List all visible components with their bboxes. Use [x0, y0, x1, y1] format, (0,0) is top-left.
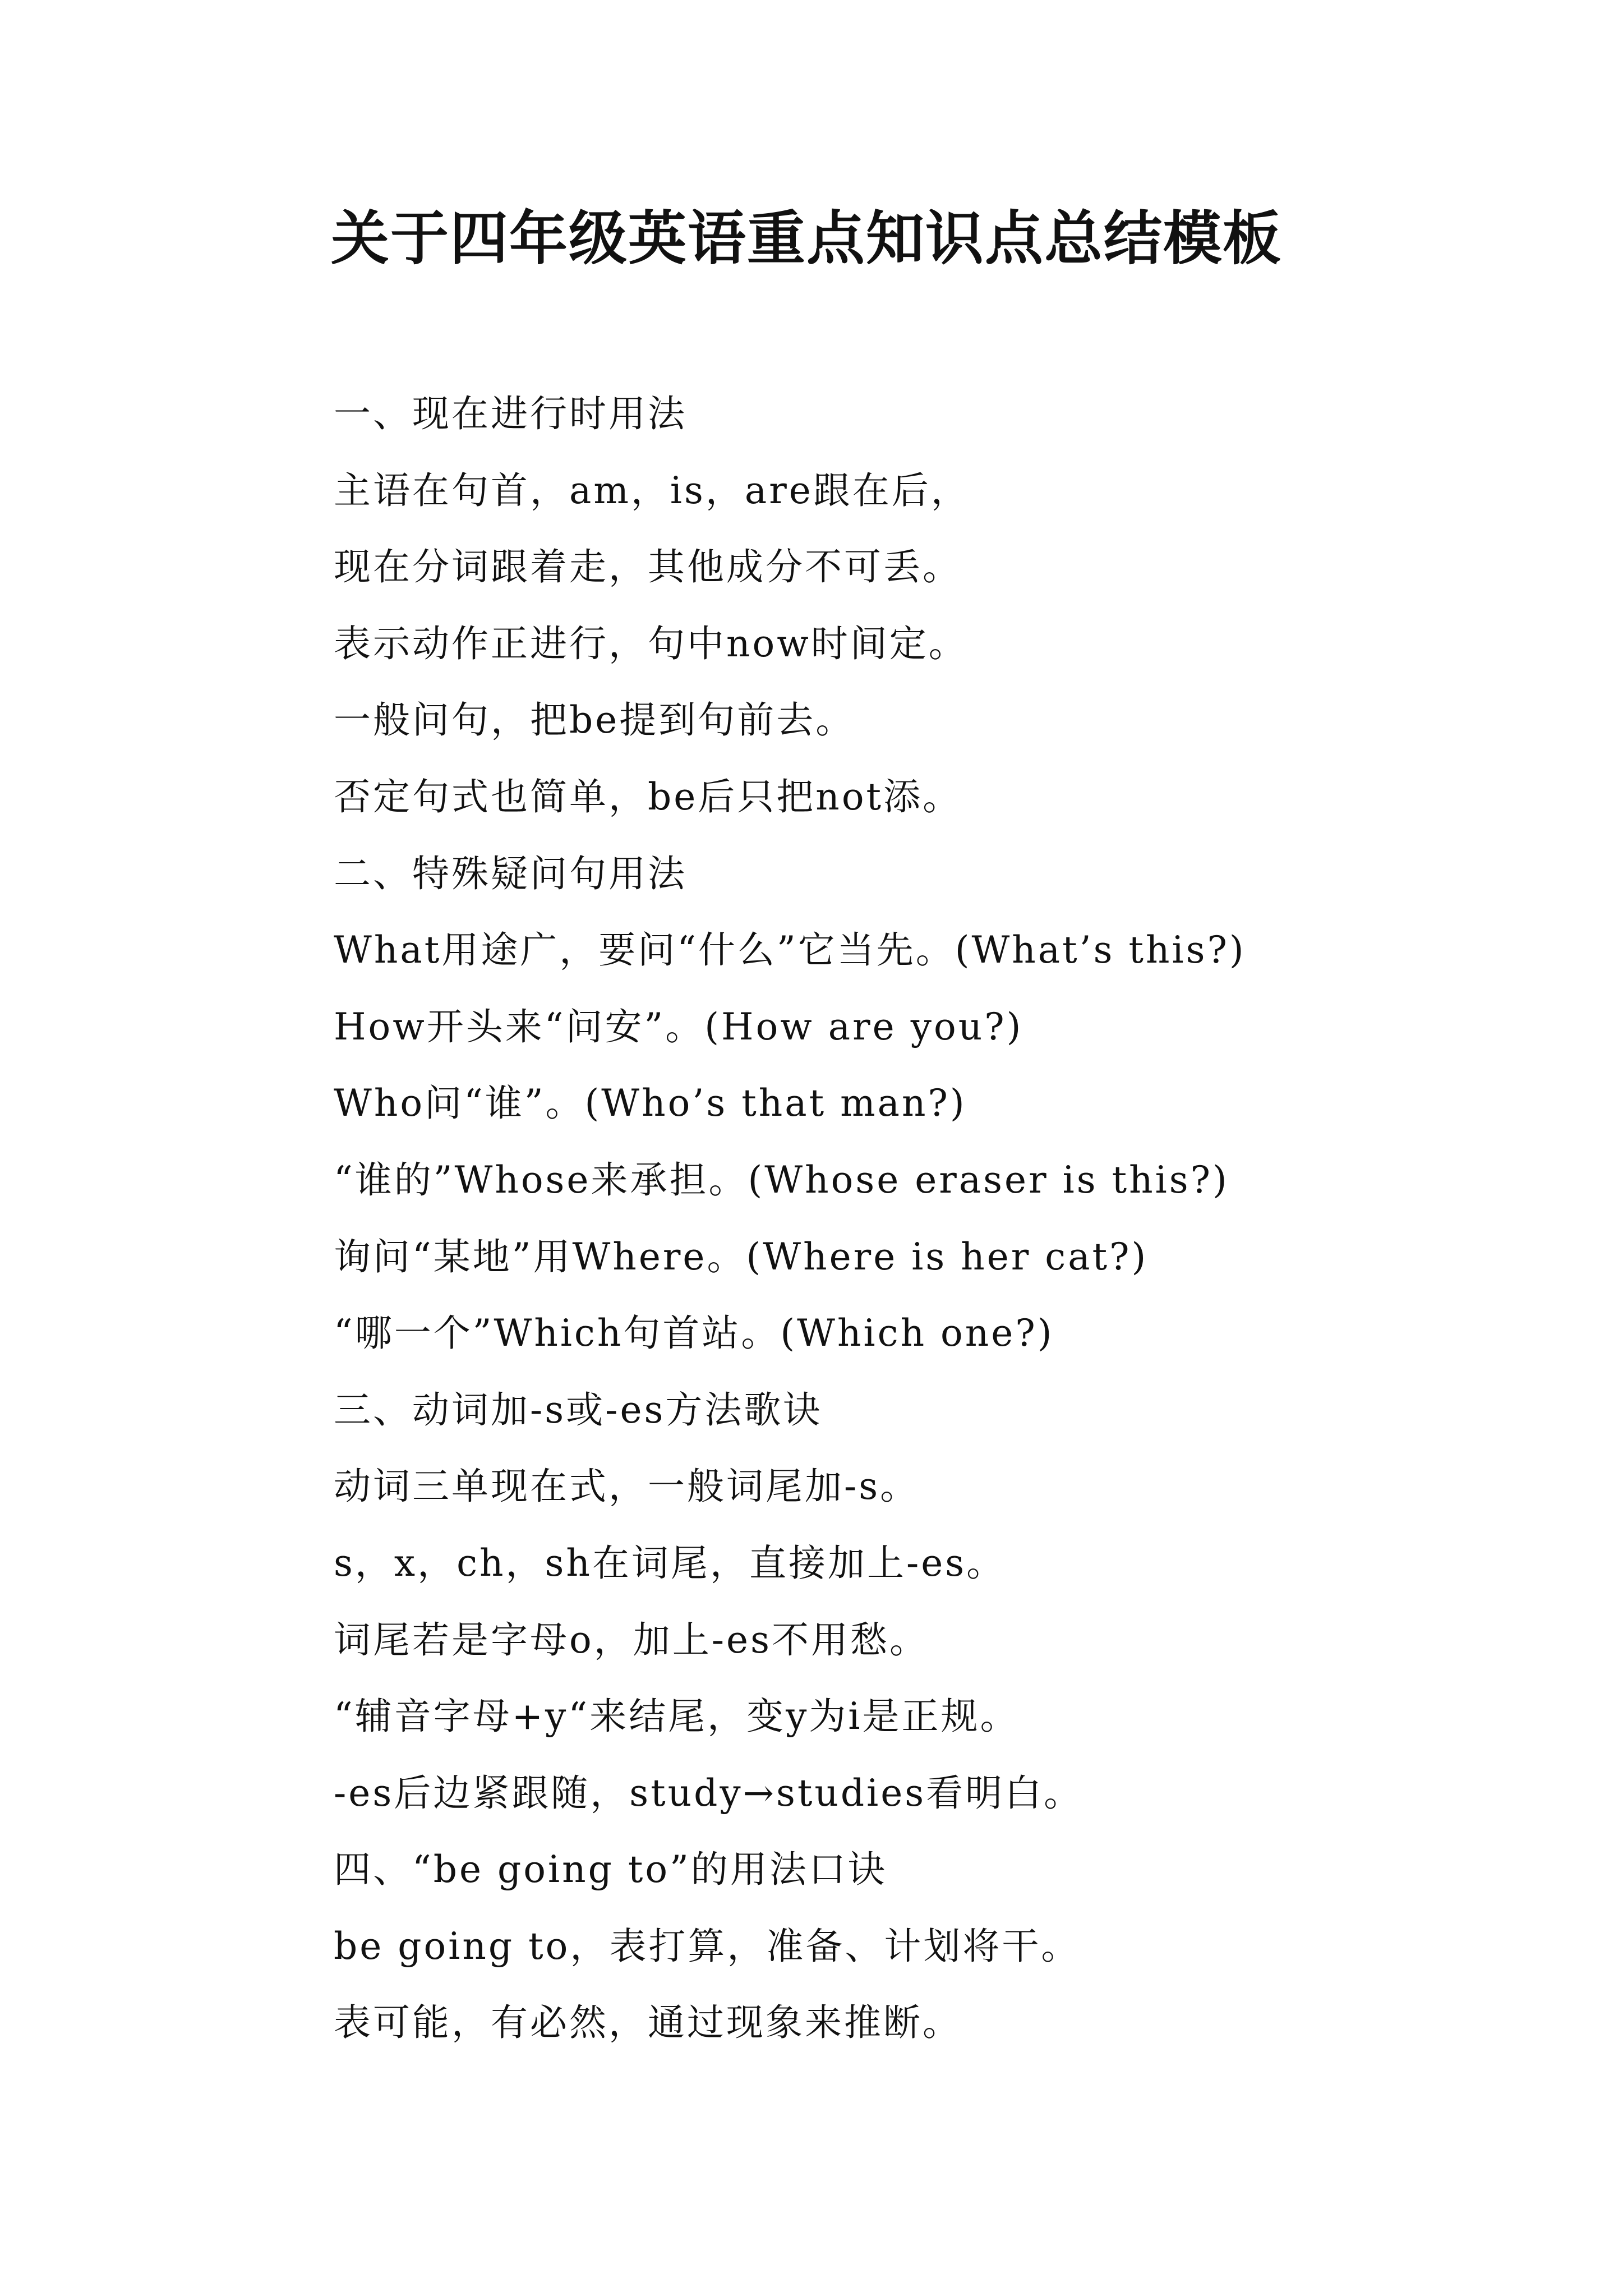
section-heading-3: 三、动词加-s或-es方法歌诀	[334, 1388, 823, 1432]
document-title: 关于四年级英语重点知识点总结模板	[331, 204, 1283, 273]
text-line: 词尾若是字母o，加上-es不用愁。	[334, 1618, 929, 1662]
text-line: 一般问句，把be提到句前去。	[334, 698, 855, 742]
text-line: 现在分词跟着走，其他成分不可丢。	[334, 545, 962, 589]
text-line: 动词三单现在式，一般词尾加-s。	[334, 1465, 920, 1508]
text-line: -es后边紧跟随，study→studies看明白。	[334, 1771, 1083, 1815]
text-line: s，x，ch，sh在词尾，直接加上-es。	[334, 1541, 1006, 1585]
section-heading-2: 二、特殊疑问句用法	[334, 852, 687, 895]
document-body	[334, 376, 1539, 2062]
section-heading-1: 一、现在进行时用法	[334, 392, 687, 435]
text-line: “辅音字母+y“来结尾，变y为i是正规。	[334, 1695, 1020, 1738]
text-line: 询问“某地”用Where。(Where is her cat?)	[334, 1235, 1149, 1278]
text-line: be going to，表打算，准备、计划将干。	[334, 1924, 1081, 1968]
text-line: “哪一个”Which句首站。(Which one?)	[334, 1312, 1054, 1355]
text-line: 主语在句首，am，is，are跟在后，	[334, 468, 970, 512]
text-line: 表示动作正进行，句中now时间定。	[334, 622, 968, 665]
text-line: Who问“谁”。(Who’s that man?)	[334, 1082, 967, 1125]
text-line: How开头来“问安”。(How are you?)	[334, 1005, 1023, 1048]
text-line: “谁的”Whose来承担。(Whose eraser is this?)	[334, 1158, 1229, 1202]
text-line: 表可能，有必然，通过现象来推断。	[334, 2001, 962, 2045]
section-heading-4: 四、“be going to”的用法口诀	[334, 1848, 887, 1892]
text-line: 否定句式也简单，be后只把not添。	[334, 775, 962, 818]
text-line: What用途广，要问“什么”它当先。(What’s this?)	[334, 928, 1246, 972]
